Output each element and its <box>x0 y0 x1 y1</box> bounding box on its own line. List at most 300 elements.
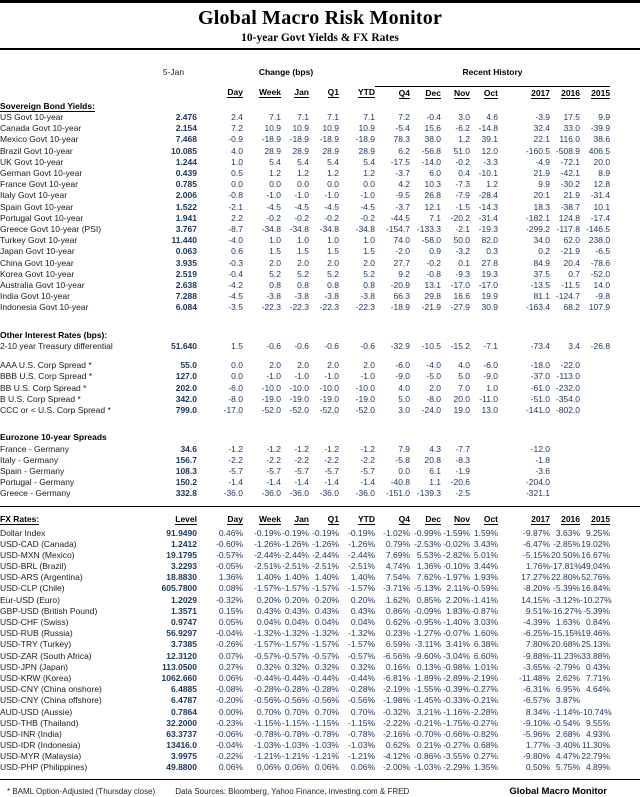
cell-value: -4.5 <box>266 201 281 212</box>
cell-value: 2.0 <box>327 360 339 371</box>
cell-value: -1.55% <box>414 684 442 695</box>
column-header-nov: Nov <box>453 513 471 524</box>
cell-value: -1.57% <box>254 639 281 650</box>
cell-value: -1.57% <box>348 583 376 594</box>
cell-value: 20.0 <box>453 393 471 404</box>
cell-value: -0.78% <box>348 728 376 739</box>
cell-value: 17.5 <box>563 112 581 123</box>
change-group-header: Change (bps) <box>258 67 314 77</box>
cell-value: -52.0 <box>261 404 281 415</box>
table-row <box>0 257 640 268</box>
cell-value: -7.7 <box>455 443 471 454</box>
row-label: Italy Govt 10-year <box>0 190 68 201</box>
level-value: 32.2000 <box>166 717 197 728</box>
cell-value: 17.27% <box>521 572 551 583</box>
cell-value: -0.57% <box>216 549 243 560</box>
cell-value: 4.47% <box>555 751 581 762</box>
cell-value: 0.50% <box>525 762 551 773</box>
cell-value: -5.4 <box>395 123 411 134</box>
table-row <box>0 223 640 234</box>
cell-value: -3.2 <box>455 246 471 257</box>
cell-value: -1.21% <box>254 751 281 762</box>
level-value: 1.522 <box>175 201 197 212</box>
cell-value: -1.89% <box>414 672 442 683</box>
level-value: 2.476 <box>175 112 197 123</box>
cell-value: -10.0 <box>355 382 376 393</box>
cell-value: -2.79% <box>553 661 581 672</box>
cell-value: 0.43% <box>314 605 339 616</box>
table-row <box>0 212 640 223</box>
cell-value <box>470 443 498 454</box>
cell-value: -8.0 <box>426 393 442 404</box>
cell-value: -0.60% <box>216 538 243 549</box>
cell-value: 21.9 <box>533 168 551 179</box>
row-label: Greece - Germany <box>0 488 71 499</box>
row-label: Brazil Govt 10-year <box>0 145 73 156</box>
cell-value: -0.02% <box>443 538 471 549</box>
cell-value: 32.4 <box>533 123 551 134</box>
cell-value: -0.9 <box>228 134 243 145</box>
cell-value: 0.79% <box>385 538 411 549</box>
cell-value: -14.0 <box>421 156 442 167</box>
cell-value: 78.3 <box>393 134 411 145</box>
row-label: Portugal Govt 10-year <box>0 212 84 223</box>
row-label: Turkey Govt 10-year <box>0 235 78 246</box>
recent-history-group-header: Recent History <box>375 64 610 86</box>
cell-value: -15.15% <box>550 628 582 639</box>
row-label: Portugal - Germany <box>0 477 75 488</box>
cell-value <box>580 443 610 454</box>
cell-value: -1.03% <box>414 762 442 773</box>
cell-value: 0.21% <box>416 740 442 751</box>
cell-value: -11.23% <box>550 650 582 661</box>
cell-value: -2.51% <box>312 561 339 572</box>
table-row <box>0 393 640 404</box>
cell-value: -1.40% <box>443 617 471 628</box>
cell-value: 6.1 <box>429 465 442 476</box>
column-header-jan: Jan <box>294 87 309 97</box>
cell-value: 2.0 <box>363 360 376 371</box>
cell-value: 0.43% <box>256 605 281 616</box>
row-label: Spain Govt 10-year <box>0 201 74 212</box>
cell-value: 19.9 <box>481 291 499 302</box>
cell-value: 0.2 <box>538 246 551 257</box>
cell-value: -0.2 <box>455 156 471 167</box>
cell-value: 0.43% <box>585 661 611 672</box>
cell-value: 1.1 <box>429 477 442 488</box>
cell-value: 20.8 <box>424 454 442 465</box>
table-row <box>0 477 640 488</box>
cell-value: -0.2 <box>360 212 376 223</box>
cell-value: -0.6 <box>360 340 376 351</box>
table-row <box>0 465 640 476</box>
column-header-q1: Q1 <box>327 87 339 97</box>
cell-value: 1.35% <box>473 762 499 773</box>
cell-value: 5.4 <box>269 156 281 167</box>
cell-value: -4.12% <box>383 751 411 762</box>
cell-value: -10.0 <box>261 382 281 393</box>
cell-value: -0.70% <box>414 728 442 739</box>
cell-value: 1.76% <box>525 561 551 572</box>
cell-value: -5.13% <box>414 583 442 594</box>
cell-value: 0.70% <box>350 706 376 717</box>
level-value: 2.154 <box>175 123 197 134</box>
cell-value: -232.0 <box>555 382 581 393</box>
cell-value: -2.2 <box>266 454 281 465</box>
cell-value: 28.9 <box>264 145 281 156</box>
cell-value: 1.0 <box>231 156 243 167</box>
cell-value: 3.87% <box>555 695 581 706</box>
cell-value: 4.93% <box>585 728 611 739</box>
cell-value: -321.1 <box>525 488 551 499</box>
column-header-jan: Jan <box>294 513 309 524</box>
cell-value: -58.0 <box>421 235 442 246</box>
cell-value: -1.15% <box>254 717 281 728</box>
cell-value: -1.4 <box>228 477 243 488</box>
cell-value: -0.19% <box>348 527 376 538</box>
cell-value: -0.57% <box>254 650 281 661</box>
cell-value: -1.32% <box>254 628 281 639</box>
cell-value: 1.40% <box>256 572 281 583</box>
cell-value: 1.36% <box>416 561 442 572</box>
cell-value: -6.0 <box>483 360 499 371</box>
cell-value: -1.27% <box>414 628 442 639</box>
cell-value: -19.3 <box>478 223 499 234</box>
cell-value: -9.10% <box>523 717 551 728</box>
cell-value: -1.98% <box>383 695 411 706</box>
row-label: USD-MXN (Mexico) <box>0 549 75 560</box>
cell-value: 0.23% <box>385 628 411 639</box>
empty-cell <box>0 86 150 100</box>
cell-value: 0.16% <box>385 661 411 672</box>
cell-value: 4.0 <box>231 145 243 156</box>
cell-value: -14.8 <box>478 123 499 134</box>
table-row <box>0 728 640 739</box>
cell-value: 6.2 <box>398 145 411 156</box>
column-header-day: Day <box>227 513 243 524</box>
level-value: 0.785 <box>175 179 197 190</box>
level-value: 1062.660 <box>161 672 197 683</box>
cell-value: -9.60% <box>414 650 442 661</box>
cell-value: 19.3 <box>481 268 499 279</box>
cell-value: -40.8 <box>390 477 411 488</box>
row-label: Mexico Govt 10-year <box>0 134 79 145</box>
cell-value: 1.01% <box>473 661 499 672</box>
cell-value: 5.0 <box>458 371 471 382</box>
cell-value: 50.0 <box>453 235 471 246</box>
cell-value: -5.8 <box>395 454 411 465</box>
cell-value: 20.0 <box>593 156 611 167</box>
table-row <box>0 167 640 178</box>
cell-value <box>550 443 580 454</box>
cell-value: -0.27% <box>471 717 499 728</box>
cell-value: -36.0 <box>319 488 339 499</box>
column-header-ytd: YTD <box>358 87 376 97</box>
cell-value: -3.71% <box>383 583 411 594</box>
cell-value: -52.0 <box>590 268 611 279</box>
cell-value: 7.54% <box>385 572 411 583</box>
cell-value: -6.57% <box>523 695 551 706</box>
cell-value: 2.0 <box>327 257 339 268</box>
cell-value: 1.40% <box>350 572 376 583</box>
column-header-2015: 2015 <box>591 513 611 524</box>
level-value: 2.006 <box>175 190 197 201</box>
cell-value: 7.0 <box>458 382 471 393</box>
cell-value: 5.2 <box>363 268 376 279</box>
cell-value: -1.16% <box>443 706 471 717</box>
cell-value: -17.5 <box>390 156 411 167</box>
cell-value: -2.2 <box>324 454 339 465</box>
cell-value: -1.21% <box>282 751 309 762</box>
cell-value: 13.0 <box>481 404 499 415</box>
header-rule <box>0 48 640 50</box>
section-title-fx: FX Rates: <box>0 513 40 524</box>
cell-value: -2.44% <box>282 549 309 560</box>
cell-value: 0.0 <box>231 179 243 190</box>
row-label: Australia Govt 10-year <box>0 279 85 290</box>
cell-value: -3.65% <box>523 661 551 672</box>
cell-value: 7.1 <box>269 112 281 123</box>
cell-value: 22.1 <box>533 134 551 145</box>
cell-value: -1.0 <box>266 371 281 382</box>
cell-value: -1.03% <box>282 740 309 751</box>
level-value: 1.244 <box>175 156 197 167</box>
level-value: 7.288 <box>175 291 197 302</box>
cell-value: -1.5 <box>455 201 471 212</box>
row-label: USD-RUB (Russia) <box>0 628 73 639</box>
cell-value: 4.2 <box>398 179 411 190</box>
cell-value: -4.39% <box>523 617 551 628</box>
cell-value: 0.7 <box>568 268 581 279</box>
cell-value <box>580 465 610 476</box>
cell-value: 19.02% <box>581 538 611 549</box>
level-value: 10.085 <box>171 145 197 156</box>
cell-value: -0.44% <box>254 672 281 683</box>
cell-value: 7.2 <box>398 112 411 123</box>
table-row <box>0 291 640 302</box>
cell-value: 5.2 <box>327 268 339 279</box>
cell-value: 66.3 <box>393 291 411 302</box>
row-label: US Govt 10-year <box>0 112 64 123</box>
cell-value: -154.7 <box>385 223 411 234</box>
cell-value: -2.44% <box>254 549 281 560</box>
row-label: Dollar Index <box>0 527 46 538</box>
cell-value: -1.0 <box>266 190 281 201</box>
column-header-2015: 2015 <box>591 87 611 98</box>
table-row <box>0 561 640 572</box>
cell-value: 0.70% <box>314 706 339 717</box>
cell-value: 0.6 <box>231 246 243 257</box>
cell-value: -508.9 <box>555 145 581 156</box>
level-value: 13416.0 <box>166 740 197 751</box>
cell-value: -1.41% <box>471 594 499 605</box>
cell-value: 6.60% <box>473 650 499 661</box>
cell-value: 10.3 <box>424 179 442 190</box>
cell-value: -18.9 <box>390 302 411 313</box>
cell-value: 3.0 <box>398 404 411 415</box>
cell-value: 2.68% <box>555 728 581 739</box>
cell-value: -11.5 <box>561 279 581 290</box>
column-header-dec: Dec <box>425 87 442 98</box>
cell-value: 2.0 <box>297 257 309 268</box>
table-row <box>0 123 640 134</box>
cell-value: -0.57% <box>282 650 309 661</box>
page-subtitle: 10-year Govt Yields & FX Rates <box>241 32 399 44</box>
fx-column-header-row <box>0 513 640 527</box>
cell-value: 0.06% <box>350 762 376 773</box>
cell-value: -52.0 <box>289 404 309 415</box>
cell-value: -2.5 <box>455 488 471 499</box>
cell-value: 1.0 <box>327 235 339 246</box>
cell-value: -2.44% <box>348 549 376 560</box>
cell-value: 37.5 <box>533 268 551 279</box>
cell-value: -299.2 <box>525 223 551 234</box>
level-value: 6.4787 <box>171 695 197 706</box>
cell-value: -9.5 <box>395 190 411 201</box>
cell-value: -6.31% <box>523 684 551 695</box>
cell-value: -1.4 <box>266 477 281 488</box>
cell-value: 0.1 <box>458 257 471 268</box>
cell-value: -3.3 <box>483 156 499 167</box>
cell-value: -1.03% <box>254 740 281 751</box>
level-value: 1.2029 <box>171 594 197 605</box>
cell-value: -37.0 <box>530 371 551 382</box>
cell-value: 7.1 <box>327 112 339 123</box>
cell-value: 1.5 <box>231 340 243 351</box>
level-value: 12.3120 <box>166 650 197 661</box>
cell-value: 10.9 <box>292 123 309 134</box>
cell-value: -4.2 <box>228 279 243 290</box>
cell-value: -3.12% <box>553 594 581 605</box>
cell-value: -12.0 <box>530 443 551 454</box>
cell-value: 1.40% <box>284 572 309 583</box>
row-label: USD-PHP (Philippines) <box>0 762 88 773</box>
cell-value: 1.5 <box>297 246 309 257</box>
cell-value: 116.0 <box>559 134 581 145</box>
cell-value: 0.4 <box>458 168 471 179</box>
table-row <box>0 594 640 605</box>
column-header-2016: 2016 <box>561 87 581 98</box>
cell-value: -1.2 <box>266 443 281 454</box>
cell-value: 1.0 <box>297 235 309 246</box>
cell-value: 9.55% <box>585 717 611 728</box>
cell-value: 19.0 <box>453 404 471 415</box>
cell-value: -0.78% <box>312 728 339 739</box>
cell-value: 0.15% <box>218 605 243 616</box>
data-sources: Data Sources: Bloomberg, Yahoo Finance, investing.com & FRED <box>175 787 410 797</box>
row-label: USD-BRL (Brazil) <box>0 561 67 572</box>
column-header-q4: Q4 <box>398 87 411 98</box>
level-value: 0.7864 <box>171 706 197 717</box>
cell-value: 39.1 <box>481 134 499 145</box>
cell-value: 1.2 <box>327 168 339 179</box>
cell-value: -78.6 <box>590 257 611 268</box>
cell-value: -10.5 <box>421 340 442 351</box>
cell-value: 22.79% <box>581 751 611 762</box>
level-value: 3.767 <box>175 223 197 234</box>
cell-value: -22.3 <box>261 302 281 313</box>
cell-value <box>470 454 498 465</box>
cell-value: 51.0 <box>453 145 471 156</box>
level-value: 3.935 <box>175 257 197 268</box>
level-value: 1.2412 <box>171 538 197 549</box>
row-label: BB U.S. Corp Spread * <box>0 382 87 393</box>
table-row <box>0 706 640 717</box>
cell-value: 0.85% <box>416 594 442 605</box>
cell-value: -1.26% <box>254 538 281 549</box>
cell-value: 33.88% <box>581 650 611 661</box>
cell-value: -6.47% <box>523 538 551 549</box>
table-row <box>0 751 640 762</box>
cell-value: 4.0 <box>398 382 411 393</box>
cell-value: -0.86% <box>414 751 442 762</box>
cell-value: -3.6 <box>535 465 551 476</box>
cell-value: -22.0 <box>560 360 581 371</box>
cell-value: 1.2 <box>486 179 499 190</box>
cell-value: -2.51% <box>254 561 281 572</box>
cell-value: -9.80% <box>523 751 551 762</box>
cell-value: -5.39% <box>583 605 611 616</box>
cell-value: 16.6 <box>453 291 471 302</box>
table-row <box>0 156 640 167</box>
cell-value: -17.0 <box>478 279 499 290</box>
cell-value: 5.53% <box>416 549 442 560</box>
cell-value: -19.0 <box>261 393 281 404</box>
footer <box>0 779 640 797</box>
table-row <box>0 360 640 371</box>
cell-value: 1.5 <box>269 246 281 257</box>
cell-value: 5.01% <box>473 549 499 560</box>
cell-value: -0.4 <box>426 112 442 123</box>
cell-value: -0.39% <box>443 684 471 695</box>
cell-value: -1.0 <box>360 190 376 201</box>
row-label: USD-KRW (Korea) <box>0 672 72 683</box>
cell-value: -11.48% <box>518 672 551 683</box>
bonds-section-body <box>0 112 640 313</box>
cell-value: -3.11% <box>414 639 442 650</box>
table-row <box>0 382 640 393</box>
cell-value <box>580 382 610 393</box>
row-label: German Govt 10-year <box>0 168 83 179</box>
footnote: * BAML Option-Adjusted (Thursday close) <box>7 787 156 797</box>
cell-value: 0.05% <box>218 617 243 628</box>
table-row <box>0 246 640 257</box>
table-row <box>0 134 640 145</box>
cell-value: -1.2 <box>360 443 376 454</box>
cell-value: 30.9 <box>481 302 499 313</box>
row-label: USD-CNY (China onshore) <box>0 684 102 695</box>
cell-value: -19.0 <box>289 393 309 404</box>
cell-value: 2.0 <box>363 257 376 268</box>
fx-level-column-header: Level <box>175 513 197 524</box>
cell-value: -0.06% <box>216 728 243 739</box>
cell-value: -3.9 <box>535 112 551 123</box>
cell-value: 81.1 <box>533 291 551 302</box>
cell-value: -1.57% <box>254 583 281 594</box>
table-row <box>0 583 640 594</box>
table-row <box>0 538 640 549</box>
cell-value: -20.6 <box>450 477 471 488</box>
cell-value: -31.4 <box>590 190 611 201</box>
cell-value: 4.74% <box>385 561 411 572</box>
cell-value: 0.20% <box>314 594 339 605</box>
cell-value: 9.25% <box>585 527 611 538</box>
cell-value: -15.2 <box>450 340 471 351</box>
column-header-nov: Nov <box>453 87 471 98</box>
cell-value: -151.0 <box>385 488 411 499</box>
row-label: USD-THB (Thailand) <box>0 717 79 728</box>
cell-value: 68.2 <box>563 302 581 313</box>
